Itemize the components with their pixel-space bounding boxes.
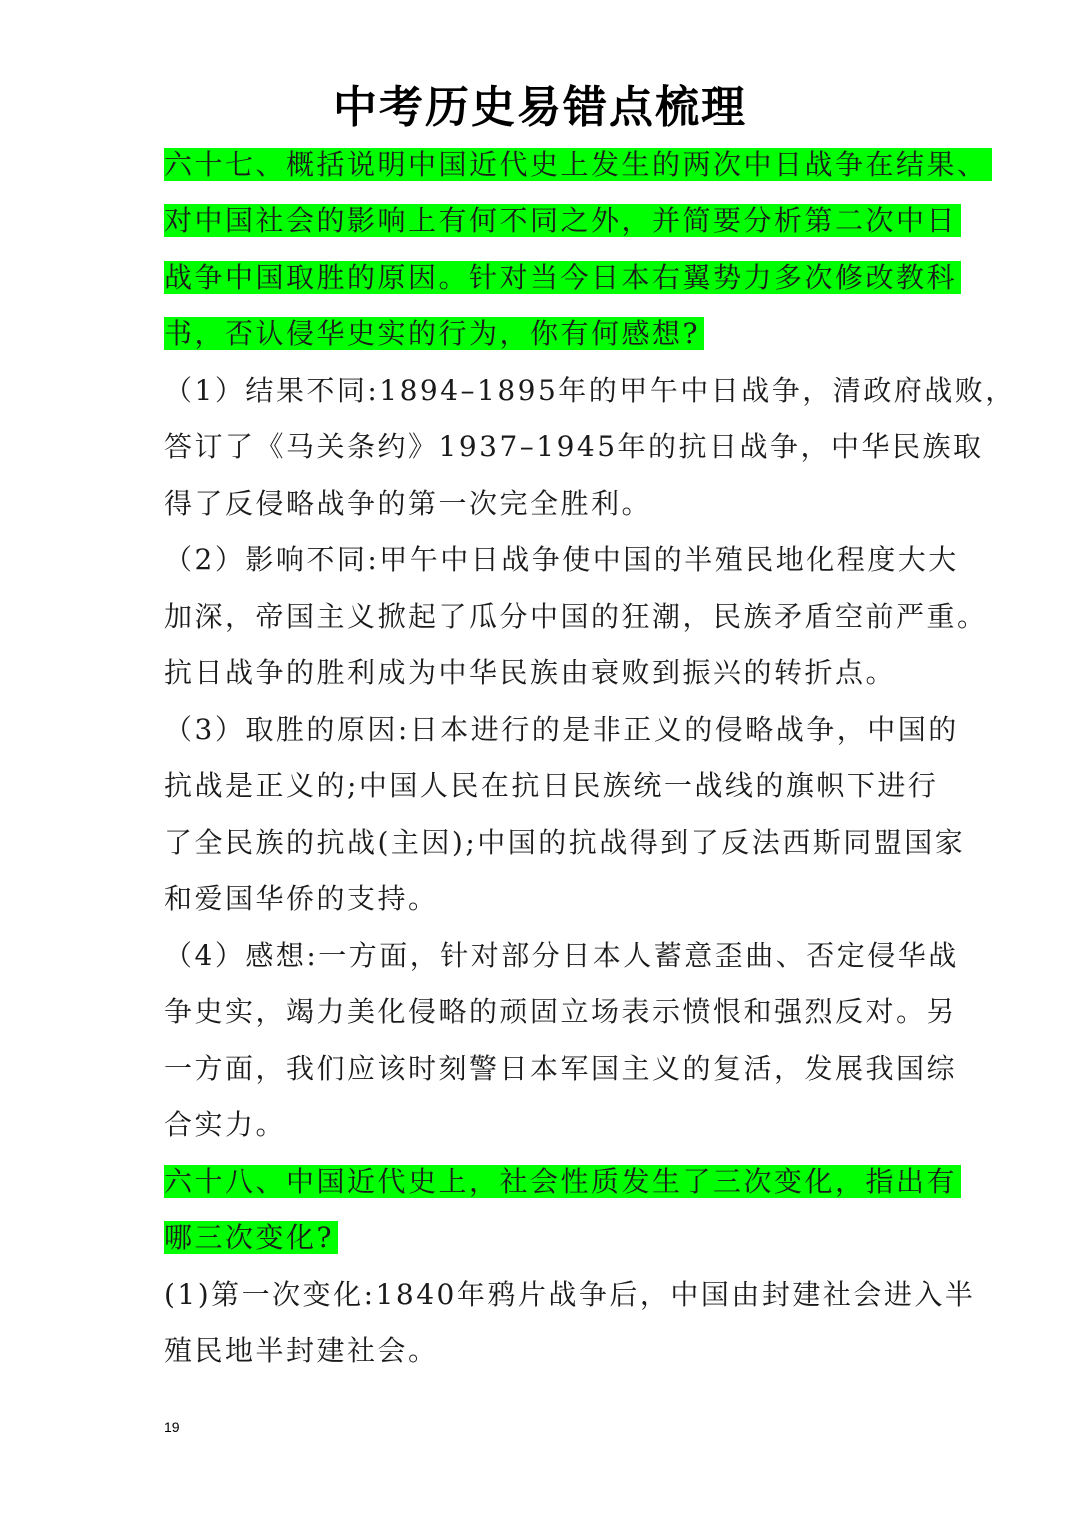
paragraph-line: 答订了《马关条约》1937–1945年的抗日战争，中华民族取 — [164, 430, 984, 463]
paragraph-line: （2）影响不同:甲午中日战争使中国的半殖民地化程度大大 — [164, 543, 959, 576]
question-68-line-1 — [164, 1159, 961, 1205]
paragraph-line: 一方面，我们应该时刻警日本军国主义的复活，发展我国综 — [164, 1052, 958, 1085]
highlight: 哪三次变化? — [164, 1221, 338, 1254]
page-number: 19 — [164, 1419, 180, 1435]
page-title: 中考历史易错点梳理 — [333, 82, 747, 133]
paragraph-line: 抗战是正义的;中国人民在抗日民族统一战线的旗帜下进行 — [164, 769, 939, 802]
highlight: 对中国社会的影响上有何不同之外，并简要分析第二次中日 — [164, 204, 961, 237]
question-67-line-4 — [164, 311, 704, 357]
paragraph-line: (1)第一次变化:1840年鸦片战争后，中国由封建社会进入半 — [164, 1278, 976, 1311]
question-68-line-2 — [164, 1215, 338, 1261]
paragraph-line: 殖民地半封建社会。 — [164, 1334, 439, 1367]
question-67-line-2 — [164, 198, 961, 244]
paragraph-line: 和爱国华侨的支持。 — [164, 882, 439, 915]
paragraph-line: （4）感想:一方面，针对部分日本人蓄意歪曲、否定侵华战 — [164, 939, 959, 972]
highlight: 战争中国取胜的原因。针对当今日本右翼势力多次修改教科 — [164, 261, 961, 294]
highlight: 书，否认侵华史实的行为，你有何感想? — [164, 317, 704, 350]
paragraph-line: （3）取胜的原因:日本进行的是非正义的侵略战争，中国的 — [164, 713, 959, 746]
paragraph-line: （1）结果不同:1894–1895年的甲午中日战争，清政府战败， — [164, 374, 1016, 407]
paragraph-line: 了全民族的抗战(主因);中国的抗战得到了反法西斯同盟国家 — [164, 826, 966, 859]
paragraph-line: 争史实，竭力美化侵略的顽固立场表示愤恨和强烈反对。另 — [164, 995, 958, 1028]
highlight: 六十七、概括说明中国近代史上发生的两次中日战争在结果、 — [164, 148, 992, 181]
question-67-line-3 — [164, 255, 961, 301]
highlight: 六十八、中国近代史上，社会性质发生了三次变化，指出有 — [164, 1165, 961, 1198]
paragraph-line: 得了反侵略战争的第一次完全胜利。 — [164, 487, 653, 520]
paragraph-line: 抗日战争的胜利成为中华民族由衰败到振兴的转折点。 — [164, 656, 897, 689]
question-67-line-1 — [164, 142, 992, 188]
paragraph-line: 加深，帝国主义掀起了瓜分中国的狂潮，民族矛盾空前严重。 — [164, 600, 988, 633]
paragraph-line: 合实力。 — [164, 1108, 287, 1141]
